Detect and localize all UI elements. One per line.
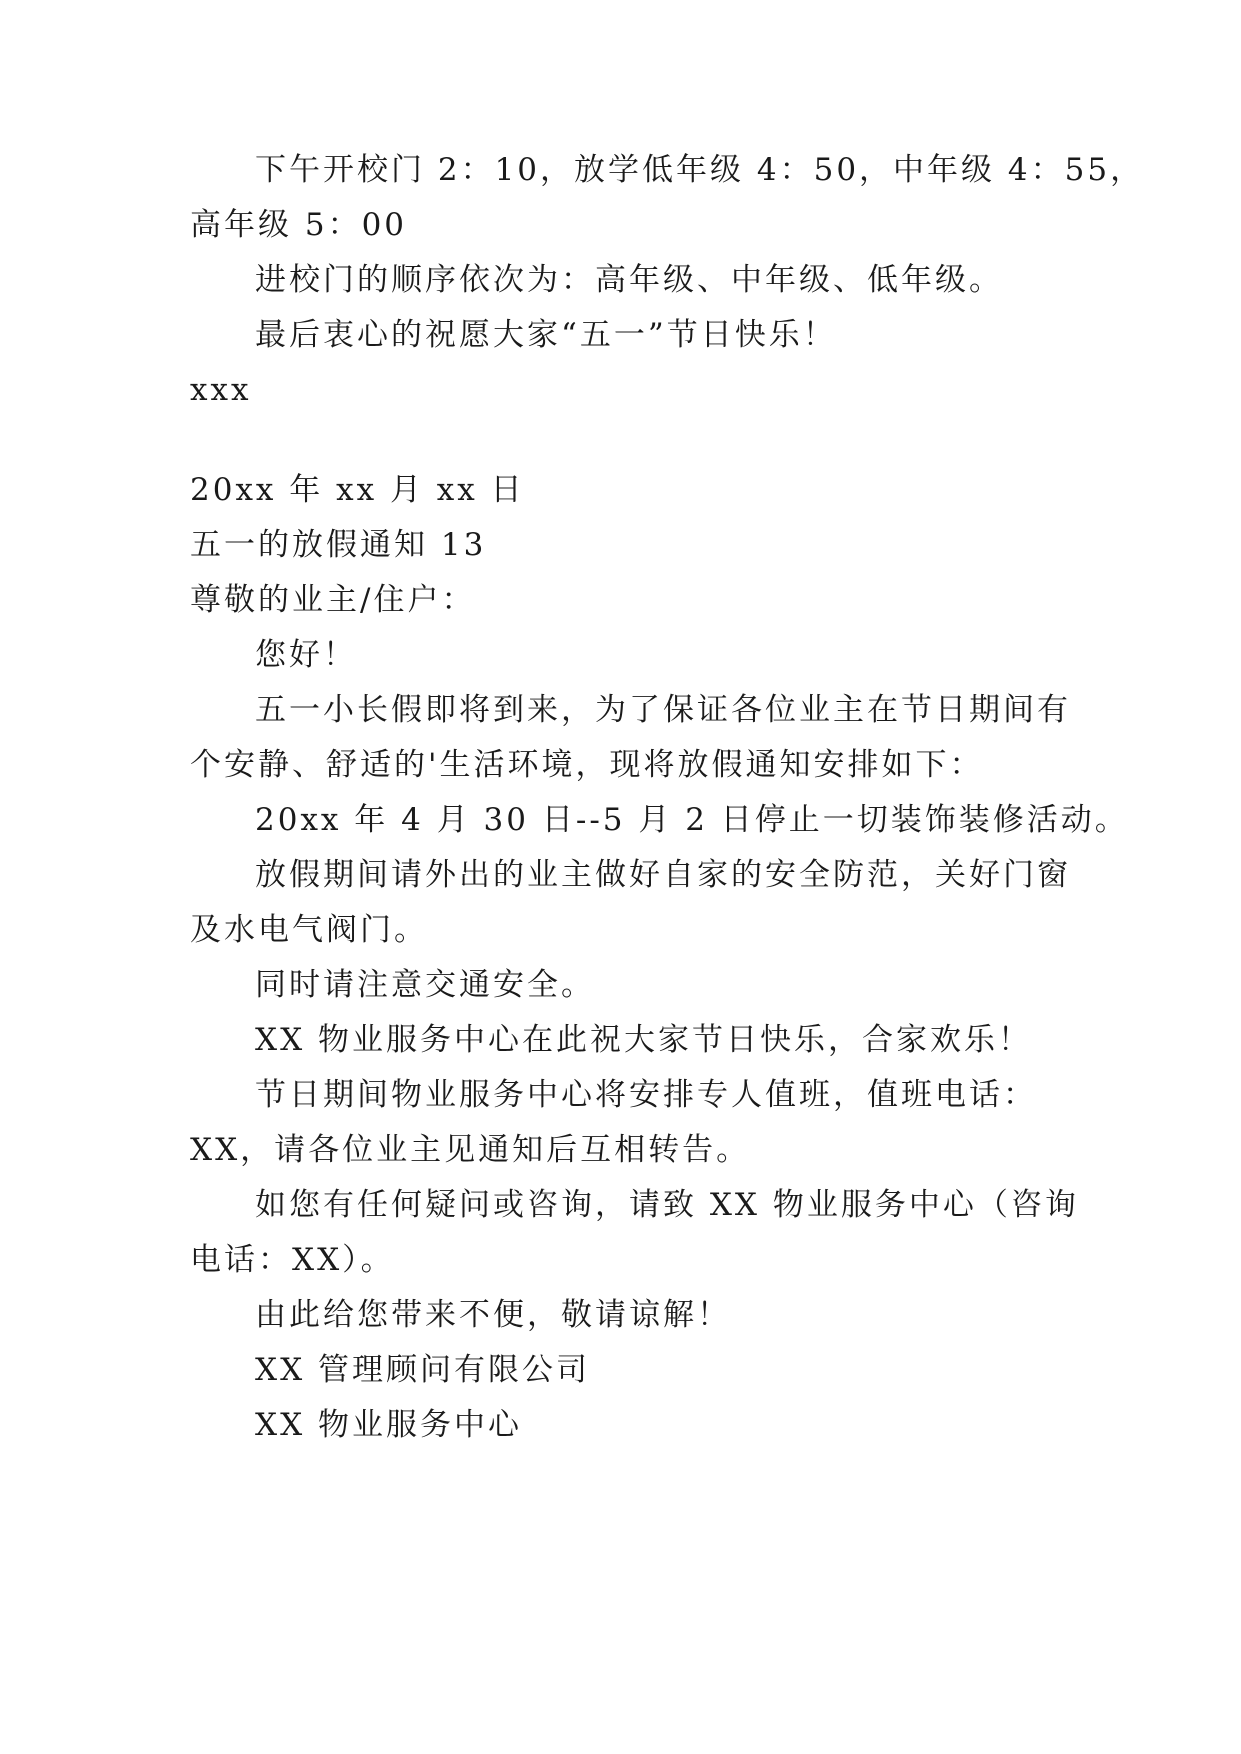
paragraph-safety-line-1: 放假期间请外出的业主做好自家的安全防范，关好门窗 <box>255 857 1071 893</box>
paragraph-school-times-line-2: 高年级 5：00 <box>190 207 408 243</box>
signature-name: xxx <box>190 372 252 408</box>
paragraph-festival-greeting: XX 物业服务中心在此祝大家节日快乐，合家欢乐！ <box>255 1022 1032 1058</box>
paragraph-traffic-safety: 同时请注意交通安全。 <box>255 967 595 1003</box>
paragraph-duty-phone-line-2: XX，请各位业主见通知后互相转告。 <box>190 1132 751 1168</box>
paragraph-contact-line-1: 如您有任何疑问或咨询，请致 XX 物业服务中心（咨询 <box>255 1187 1079 1223</box>
paragraph-holiday-wishes: 最后衷心的祝愿大家“五一”节日快乐！ <box>255 317 837 353</box>
paragraph-contact-line-2: 电话：XX）。 <box>190 1242 395 1278</box>
greeting: 您好！ <box>255 637 357 673</box>
paragraph-school-times-line-1: 下午开校门 2：10，放学低年级 4：50，中年级 4：55， <box>255 152 1145 188</box>
section-title: 五一的放假通知 13 <box>190 527 487 563</box>
paragraph-holiday-intro-line-2: 个安静、舒适的'生活环境，现将放假通知安排如下： <box>190 747 984 783</box>
paragraph-apology: 由此给您带来不便，敬请谅解！ <box>255 1297 731 1333</box>
paragraph-entry-order: 进校门的顺序依次为：高年级、中年级、低年级。 <box>255 262 1003 298</box>
company-name: XX 管理顾问有限公司 <box>255 1352 590 1388</box>
paragraph-duty-phone-line-1: 节日期间物业服务中心将安排专人值班，值班电话： <box>255 1077 1037 1113</box>
salutation: 尊敬的业主/住户： <box>190 582 476 618</box>
paragraph-renovation-stop: 20xx 年 4 月 30 日--5 月 2 日停止一切装饰装修活动。 <box>255 802 1129 838</box>
service-center-name: XX 物业服务中心 <box>255 1407 522 1443</box>
notice-date: 20xx 年 xx 月 xx 日 <box>190 472 525 508</box>
paragraph-holiday-intro-line-1: 五一小长假即将到来，为了保证各位业主在节日期间有 <box>255 692 1071 728</box>
paragraph-safety-line-2: 及水电气阀门。 <box>190 912 428 948</box>
